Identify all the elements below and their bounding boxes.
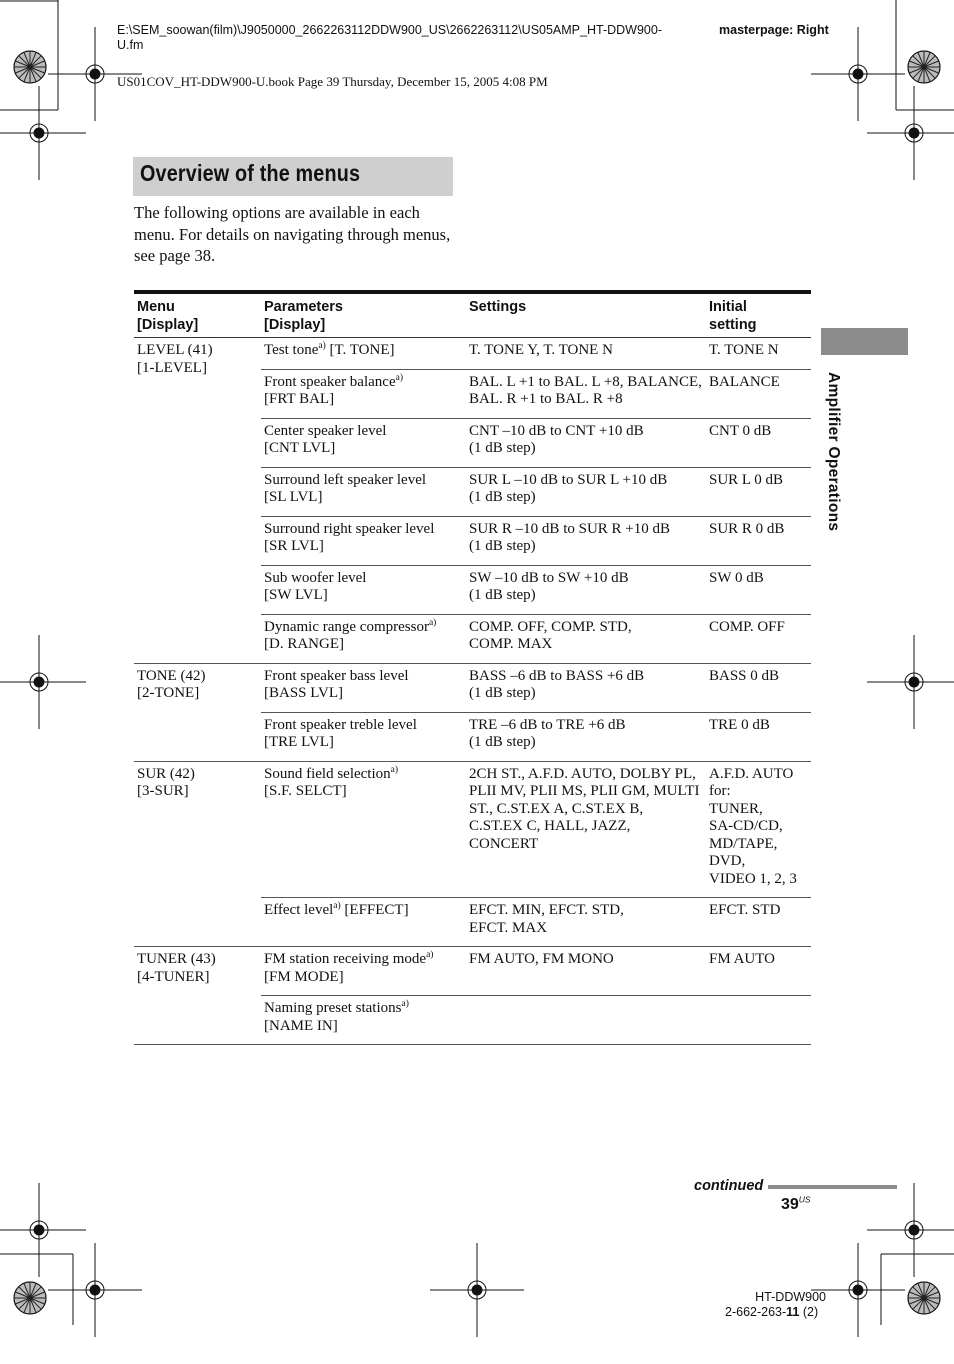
menu-cell: LEVEL (41) [1-LEVEL]: [134, 338, 261, 664]
parameter-name: Sub woofer level: [264, 569, 367, 586]
side-tab-label: Amplifier Operations: [825, 372, 842, 532]
header-menu: Menu [Display]: [134, 292, 261, 338]
settings-cell: SW –10 dB to SW +10 dB (1 dB step): [466, 565, 706, 614]
settings-cell: CNT –10 dB to CNT +10 dB (1 dB step): [466, 418, 706, 467]
initial-setting-cell: A.F.D. AUTO for: TUNER, SA-CD/CD, MD/TAPE, DVD, VIDEO 1, 2, 3: [706, 761, 811, 898]
footnote-marker: a): [426, 950, 434, 960]
parameter-name: Sound field selection: [264, 765, 391, 782]
settings-cell: SUR L –10 dB to SUR L +10 dB (1 dB step): [466, 467, 706, 516]
header-file-path: E:\SEM_soowan(film)\J9050000_2662263112DDW900_US\2662263112\US05AMP_HT-DDW900-U.fm: [117, 23, 662, 52]
parameter-name: Test tone: [264, 342, 319, 358]
parameter-name: Naming preset stations: [264, 1000, 402, 1016]
settings-cell: T. TONE Y, T. TONE N: [466, 338, 706, 370]
parameter-name: FM station receiving mode: [264, 951, 427, 967]
settings-cell: FM AUTO, FM MONO: [466, 947, 706, 996]
parameter-display: [BASS LVL]: [264, 685, 344, 701]
menu-cell: TONE (42) [2-TONE]: [134, 663, 261, 761]
footnote-marker: a): [390, 764, 399, 775]
header-book-line: US01COV_HT-DDW900-U.book Page 39 Thursday, December 15, 2005 4:08 PM: [117, 74, 548, 89]
parameter-name: Front speaker treble level: [264, 716, 417, 733]
initial-setting-cell: CNT 0 dB: [706, 418, 811, 467]
parameter-display: [NAME IN]: [264, 1017, 338, 1034]
footnote-marker: a): [318, 341, 326, 351]
initial-setting-cell: BALANCE: [706, 369, 811, 418]
initial-setting-cell: EFCT. STD: [706, 898, 811, 947]
initial-setting-cell: SUR R 0 dB: [706, 516, 811, 565]
initial-setting-cell: BASS 0 dB: [706, 663, 811, 712]
initial-setting-cell: T. TONE N: [706, 338, 811, 370]
parameter-display: [FRT BAL]: [264, 391, 335, 407]
initial-setting-cell: SUR L 0 dB: [706, 467, 811, 516]
settings-cell: BAL. L +1 to BAL. L +8, BALANCE, BAL. R +1 to BAL. R +8: [466, 369, 706, 418]
menu-cell: TUNER (43) [4-TUNER]: [134, 947, 261, 1045]
initial-setting-cell: SW 0 dB: [706, 565, 811, 614]
settings-cell: BASS –6 dB to BASS +6 dB (1 dB step): [466, 663, 706, 712]
parameter-name: Surround left speaker level: [264, 471, 427, 488]
header-parameters: Parameters [Display]: [261, 292, 466, 338]
parameter-display: [T. TONE]: [325, 342, 395, 358]
section-title: Overview of the menus: [140, 160, 361, 186]
parameter-display: [D. RANGE]: [264, 636, 344, 652]
menu-cell: SUR (42) [3-SUR]: [134, 761, 261, 947]
header-initial-setting: Initial setting: [706, 292, 811, 338]
parameter-name: Front speaker balance: [264, 373, 396, 390]
parameter-name: Front speaker bass level: [264, 667, 409, 684]
continued-label: continued: [694, 1178, 764, 1194]
page-number: $39^{US}$: [781, 1194, 811, 1213]
footnote-marker: a): [333, 901, 341, 911]
parameter-name: Surround right speaker level: [264, 520, 435, 537]
parameter-name: Center speaker level: [264, 422, 387, 439]
footnote-marker: a): [401, 999, 409, 1009]
settings-cell: EFCT. MIN, EFCT. STD, EFCT. MAX: [466, 898, 706, 947]
parameter-display: [FM MODE]: [264, 968, 344, 985]
settings-cell: 2CH ST., A.F.D. AUTO, DOLBY PL, PLII MV, PLII MS, PLII GM, MULTI ST., C.ST.EX A, C.ST.EX B, C.ST.EX C, HALL, JAZZ, CONCERT: [466, 761, 706, 898]
footnote-marker: a): [395, 372, 403, 383]
parameter-display: [TRE LVL]: [264, 734, 334, 750]
section-intro: The following options are available in each menu. For details on navigating through menus, see page 38.: [134, 203, 451, 265]
parameter-display: [SW LVL]: [264, 587, 328, 603]
parameter-display: [SL LVL]: [264, 489, 323, 505]
footer-code: 2-662-263-11 (2): [725, 1305, 819, 1319]
parameter-display: [EFFECT]: [340, 902, 409, 918]
initial-setting-cell: FM AUTO: [706, 947, 811, 996]
header-settings: Settings: [466, 292, 706, 338]
initial-setting-cell: TRE 0 dB: [706, 712, 811, 761]
settings-cell: TRE –6 dB to TRE +6 dB (1 dB step): [466, 712, 706, 761]
parameter-display: [S.F. SELCT]: [264, 783, 347, 799]
parameter-display: [CNT LVL]: [264, 440, 336, 456]
parameter-name: Effect level: [264, 902, 334, 918]
footer-model: HT-DDW900: [755, 1290, 826, 1304]
footnote-marker: a): [428, 617, 437, 628]
settings-cell: COMP. OFF, COMP. STD, COMP. MAX: [466, 614, 706, 663]
parameter-display: [SR LVL]: [264, 538, 324, 554]
initial-setting-cell: COMP. OFF: [706, 614, 811, 663]
page-number-suffix: US: [798, 1194, 811, 1205]
header-masterpage: masterpage: Right: [719, 23, 829, 37]
settings-cell: SUR R –10 dB to SUR R +10 dB (1 dB step): [466, 516, 706, 565]
parameter-name: Dynamic range compressor: [264, 618, 429, 635]
